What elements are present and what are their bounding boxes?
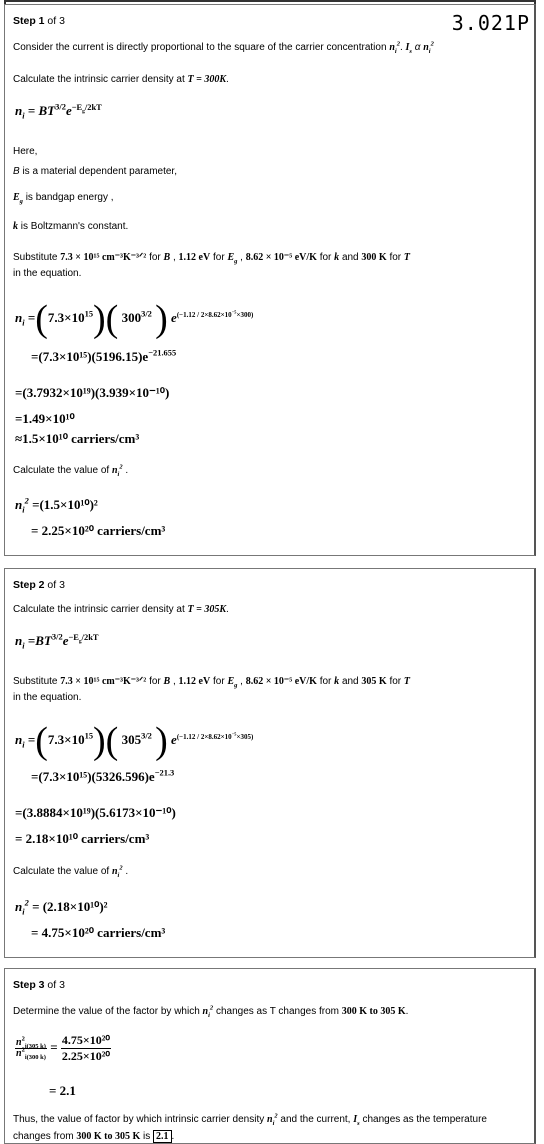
step-1-card (4, 4, 536, 556)
step-2-line4: = 2.18×10¹⁰ carriers/cm³ (15, 831, 150, 846)
step-2-substitute: Substitute 7.3 × 10¹⁵ cm⁻³K⁻³ᐟ² for B , 1.12 eV for $E_g$ , 8.62 × 10⁻⁵ eV/K for k and 305 K for T (13, 676, 411, 689)
step-2-calc-sq: Calculate the value of $n_i^2$ . (13, 864, 129, 879)
step-1-here: Here, (13, 146, 38, 157)
step-1-sq1: $n_i^2 =(1.5\times 10^{10})^2$ (15, 495, 98, 515)
step-1-k-desc: k is Boltzmann's constant. (13, 221, 129, 232)
step-3-conclusion-2: changes from 300 K to 305 K is 2.1 . (13, 1131, 175, 1142)
step-1-subst-eq: $n_i =(7.3\times 10^{15})$( $300^{3/2}$ ) $e^{(-1.12 / 2\times 8.62\times 10^{-5}\times 300)}$ (15, 298, 254, 340)
step-2-title: Step 2 of 3 (13, 579, 65, 591)
problem-number-badge: 3.021P (451, 11, 530, 35)
step-3-card (4, 968, 536, 1144)
answer-box: 2.1 (153, 1130, 172, 1143)
step-2-calc-ni: Calculate the intrinsic carrier density at T = 305K. (13, 604, 229, 615)
step-1-eg-desc: $E_g$ is bandgap energy , (13, 192, 114, 205)
step-1-line3: =(3.7932×10¹⁹)(3.939×10⁻¹⁰) (15, 385, 170, 400)
step-2-line2: $=(7.3\times 10^{15})(5326.596)e^{-21.3}$ (31, 767, 175, 784)
step-1-ni-formula: $n_i = BT^{3/2}e^{-E_g/2kT}$ (15, 101, 102, 121)
step-2-ni-formula: $n_i =BT^{3/2}e^{-E_g/2kT}$ (15, 631, 99, 651)
step-1-calc-sq: Calculate the value of $n_i^2$ . (13, 463, 129, 478)
step-2-sq2: = 4.75×10²⁰ carriers/cm³ (31, 925, 166, 940)
step-1-intro: Consider the current is directly proportional to the square of the carrier concentration $n_i^2$. $I_s$ α $n_i^2$ (13, 40, 434, 55)
step-2-line3: =(3.8884×10¹⁹)(5.6173×10⁻¹⁰) (15, 805, 176, 820)
step-1-title: Step 1 of 3 (13, 15, 65, 27)
step-1-calc-ni: Calculate the intrinsic carrier density at T = 300K. (13, 74, 229, 85)
step-3-result: = 2.1 (49, 1083, 76, 1098)
step-2-sq1: $n_i^2 = (2.18\times 10^{10})^2$ (15, 897, 108, 917)
step-3-determine: Determine the value of the factor by which $n_i^2$ changes as T changes from 300 K to 305 K. (13, 1004, 409, 1019)
step-3-title: Step 3 of 3 (13, 979, 65, 991)
step-1-line4: =1.49×10¹⁰ (15, 411, 75, 426)
step-2-in-eq: in the equation. (13, 692, 82, 703)
step-3-conclusion-1: Thus, the value of factor by which intrinsic carrier density $n_i^2$ and the current, $I_s$ changes as the temperature (13, 1112, 487, 1127)
step-2-card (4, 568, 536, 958)
step-1-substitute: Substitute 7.3 × 10¹⁵ cm⁻³K⁻³ᐟ² for B , 1.12 eV for $E_g$ , 8.62 × 10⁻⁵ eV/K for k and 300 K for T (13, 252, 411, 265)
step-1-sq2: = 2.25×10²⁰ carriers/cm³ (31, 523, 166, 538)
step-1-line5: ≈1.5×10¹⁰ carriers/cm³ (15, 431, 140, 446)
step-3-ratio: $\frac{n^2_{i(305 k)}}{n^2_{i(300 k)}}$ = $\frac{\text{4.75×10²⁰}}{\text{2.25×10²⁰}}$ (16, 1033, 111, 1063)
step-2-subst-eq: $n_i =(7.3\times 10^{15})$( $305^{3/2}$ ) $e^{(-1.12 / 2\times 8.62\times 10^{-5}\times 305)}$ (15, 720, 254, 762)
step-1-line2: $=(7.3\times 10^{15})(5196.15)e^{-21.655}$ (31, 347, 177, 364)
step-1-b-desc: B is a material dependent parameter, (13, 166, 177, 177)
step-1-in-eq: in the equation. (13, 268, 82, 279)
